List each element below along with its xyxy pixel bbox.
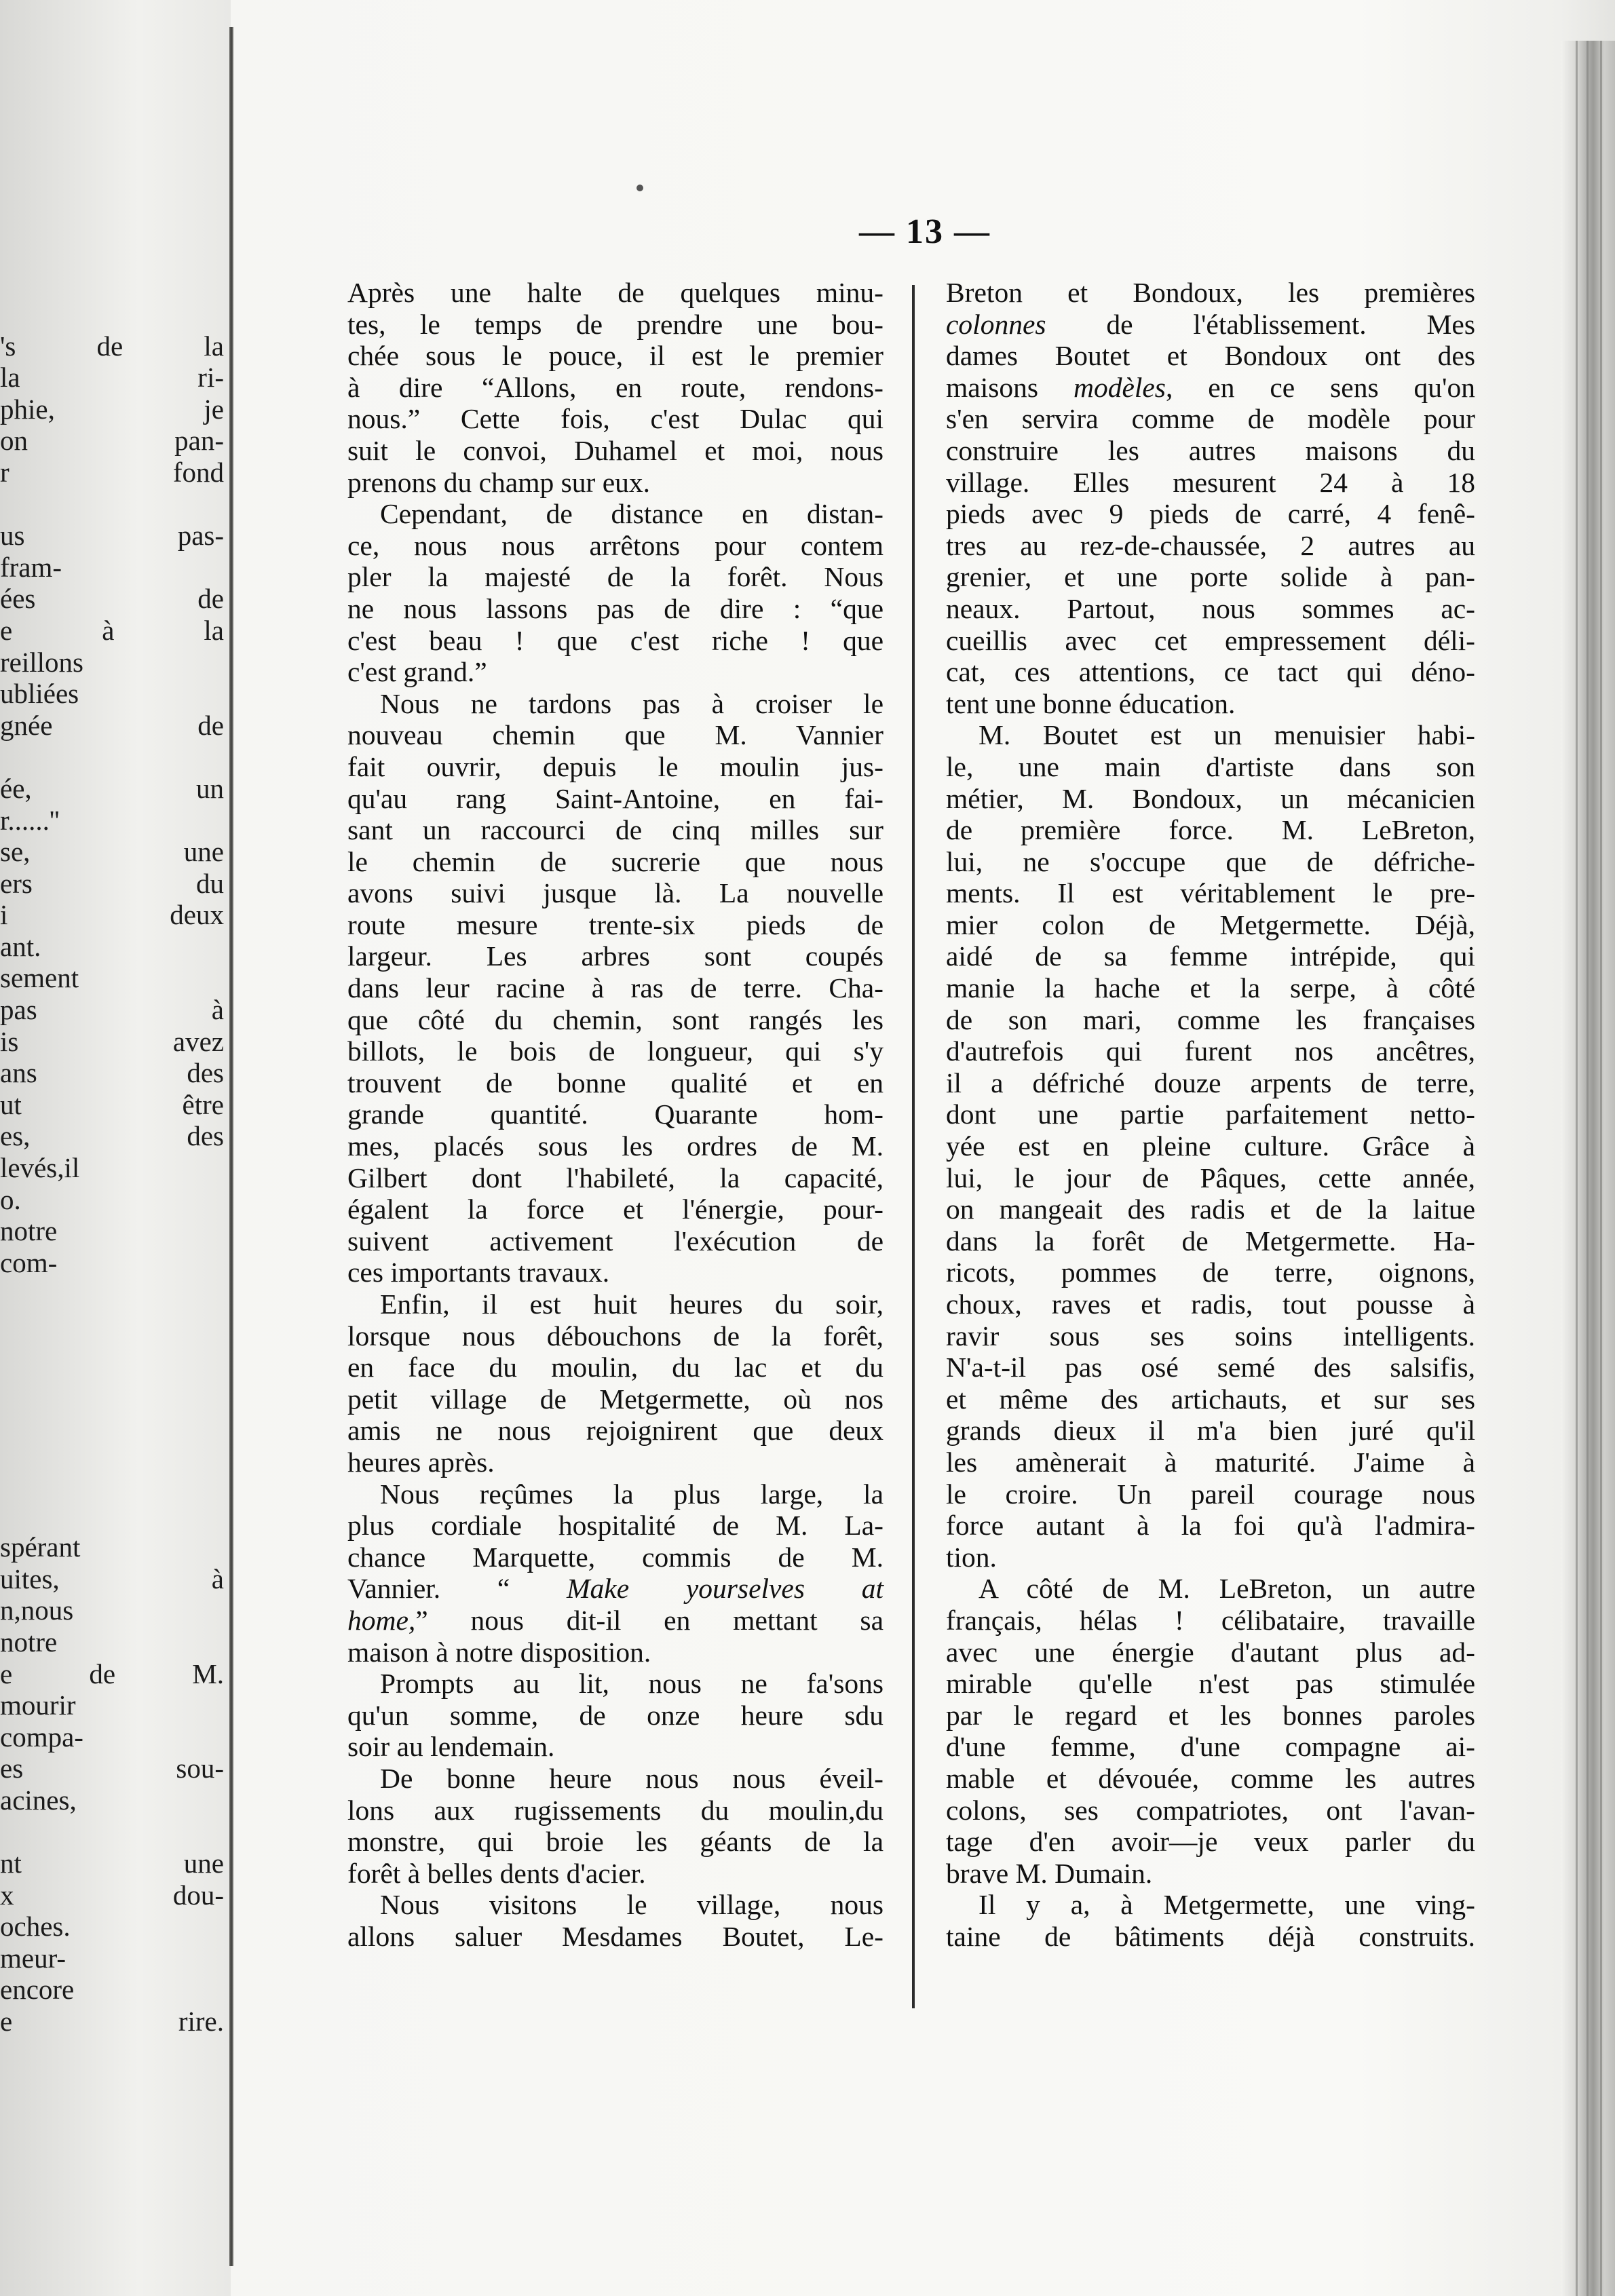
text-line: nous.” Cette fois, c'est Dulac qui [347,403,884,435]
text-line: de son mari, comme les françaises [946,1003,1475,1035]
text-line: on mangeait des radis et de la laitue [946,1193,1475,1225]
text-line: brave M. Dumain. [946,1857,1153,1889]
left-fragment-line: mourir [0,1689,76,1721]
text-line: français, hélas ! célibataire, travaille [946,1604,1475,1636]
left-fragment-line: spérant [0,1531,81,1563]
left-fragment-line [0,1405,224,1437]
text-line: choux, raves et radis, tout pousse à [946,1288,1475,1320]
left-fragment-line: e rire. [0,2006,224,2037]
left-fragment-line: ée, un [0,772,224,804]
text-column-right [946,277,1475,1952]
left-fragment-line [0,1310,224,1342]
left-fragment-line: es sou- [0,1753,224,1784]
text-line: manie la hache et la serpe, à côté [946,972,1475,1004]
left-fragment-line: oches. [0,1911,71,1943]
text-line: c'est grand.” [347,656,487,688]
text-line: le chemin de sucrerie que nous [347,845,884,877]
text-line: à dire “Allons, en route, rendons- [347,371,884,403]
text-line: village. Elles mesurent 24 à 18 [946,466,1475,498]
text-line: lorsque nous débouchons de la forêt, [347,1320,884,1352]
left-fragment-line: us pas- [0,520,224,552]
text-line: tres au rez-de-chaussée, 2 autres au [946,529,1475,561]
text-line: colons, ses compatriotes, ont l'avan- [946,1794,1475,1826]
left-fragment-line: o. [0,1183,21,1215]
left-fragment-line [0,1436,224,1468]
left-page-margin [0,0,231,2296]
left-fragment-line: es, des [0,1120,224,1152]
text-line: yée est en pleine culture. Grâce à [946,1130,1475,1162]
text-line: pieds avec 9 pieds de carré, 4 fenê- [946,498,1475,530]
text-line: Gilbert dont l'habileté, la capacité, [347,1162,884,1193]
text-column-left [347,277,884,1952]
left-fragment-line: ut être [0,1088,224,1120]
left-fragment-line: nt une [0,1848,224,1879]
left-fragment-line: reillons [0,646,83,678]
scan-speck [636,185,643,191]
left-fragment-line: on pan- [0,425,224,457]
text-line: force autant à la foi qu'à l'admira- [946,1510,1475,1542]
text-line: allons saluer Mesdames Boutet, Le- [347,1920,884,1952]
text-line: Nous visitons le village, nous [380,1889,884,1921]
text-line: dames Boutet et Bondoux ont des [946,340,1475,372]
left-fragment-line: levés,il [0,1152,80,1184]
text-line: ce, nous nous arrêtons pour contem [347,529,884,561]
left-fragment-line: se, une [0,836,224,868]
text-line: cat, ces attentions, ce tact qui déno- [946,656,1475,688]
text-line: construire les autres maisons du [946,434,1475,466]
left-fragment-line [0,1816,224,1848]
text-line: égalent la force et l'énergie, pour- [347,1193,884,1225]
left-fragment-line [0,299,224,330]
left-fragment-line: x dou- [0,1879,224,1911]
left-fragment-line [0,1500,224,1532]
left-fragment-line [0,1278,224,1310]
text-line: avons suivi jusque là. La nouvelle [347,877,884,909]
left-fragment-line: e de M. [0,1658,224,1689]
text-line: d'une femme, d'une compagne ai- [946,1731,1475,1763]
left-fragment-line: e à la [0,614,224,646]
text-line: M. Boutet est un menuisier habi- [978,719,1475,751]
text-line: ravir sous ses soins intelligents. [946,1320,1475,1352]
left-fragment-line: notre [0,1626,58,1658]
text-line: N'a-t-il pas osé semé des salsifis, [946,1352,1475,1383]
left-fragment-line: uites, à [0,1563,224,1594]
text-line: ments. Il est véritablement le pre- [946,877,1475,909]
text-line: fait ouvrir, depuis le moulin jus- [347,750,884,782]
text-line: maison à notre disposition. [347,1636,651,1668]
left-fragment-line [0,489,224,520]
left-fragment-line: n,nous [0,1594,74,1626]
text-line: chée sous le pouce, il est le premier [347,340,884,372]
text-line: amis ne nous rejoignirent que deux [347,1415,884,1447]
left-fragment-line: ant. [0,930,41,962]
left-fragment-line [0,741,224,773]
text-line: aidé de sa femme intrépide, qui [946,940,1475,972]
text-line: prenons du champ sur eux. [347,466,651,498]
left-fragment-line: la ri- [0,362,224,394]
text-line: lui, le jour de Pâques, cette année, [946,1162,1475,1193]
text-line: maisons modèles, en ce sens qu'on [946,371,1476,403]
text-line: colonnes de l'établissement. Mes [946,308,1475,340]
text-line: métier, M. Bondoux, un mécanicien [946,782,1475,814]
text-line: tent une bonne éducation. [946,687,1236,719]
left-fragment-line: pas à [0,994,224,1026]
text-line: heures après. [347,1446,495,1478]
text-line: tes, le temps de prendre une bou- [347,308,884,340]
left-fragment-line: phie, je [0,393,224,425]
left-fragment-line: acines, [0,1784,77,1816]
text-line: de première force. M. LeBreton, [946,814,1475,846]
text-line: par le regard et les bonnes paroles [946,1699,1475,1731]
text-line: forêt à belles dents d'acier. [347,1857,646,1889]
text-line: Vannier. “ Make yourselves at [347,1573,884,1605]
text-line: Breton et Bondoux, les premières [946,277,1475,308]
text-line: mable et dévouée, comme les autres [946,1762,1475,1794]
left-fragment-line: ans des [0,1057,224,1089]
text-line: taine de bâtiments déjà construits. [946,1920,1475,1952]
text-line: home,” nous dit-il en mettant sa [347,1604,884,1636]
text-line: plus cordiale hospitalité de M. La- [347,1510,884,1542]
text-line: cueillis avec cet empressement déli- [946,624,1475,656]
text-line: Prompts au lit, nous ne fa'sons [380,1668,884,1700]
text-line: le croire. Un pareil courage nous [946,1478,1475,1510]
left-fragment-line [0,1468,224,1500]
left-fragment-line: ers du [0,867,224,899]
text-line: le, une main d'artiste dans son [946,750,1475,782]
text-line: Enfin, il est huit heures du soir, [380,1288,884,1320]
text-line: grands dieux il m'a bien juré qu'il [946,1415,1475,1447]
text-line: Cependant, de distance en distan- [380,498,884,530]
left-fragment-line: encore [0,1974,75,2006]
text-line: route mesure trente-six pieds de [347,908,884,940]
left-fragment-line: fram- [0,551,62,583]
text-line: ne nous lassons pas de dire : “que [347,592,884,624]
left-fragment-line [0,1373,224,1405]
left-fragment-line: meur- [0,1942,66,1974]
text-line: ricots, pommes de terre, oignons, [946,1257,1475,1288]
text-line: mirable qu'elle n'est pas stimulée [946,1668,1475,1700]
text-line: monstre, qui broie les géants de la [347,1826,884,1858]
left-fragment-line: r fond [0,456,224,488]
text-line: s'en servira comme de modèle pour [946,403,1475,435]
book-edge [1561,41,1615,2296]
column-divider [912,285,915,2008]
left-fragment-line: ubliées [0,678,79,710]
text-line: tion. [946,1541,997,1573]
left-page-text-fragments [0,299,224,2037]
text-line: sant un raccourci de cinq milles sur [347,814,884,846]
text-line: dans leur racine à ras de terre. Cha- [347,972,884,1004]
text-line: nouveau chemin que M. Vannier [347,719,884,751]
left-fragment-line: sement [0,962,79,994]
left-fragment-line: 's de la [0,330,224,362]
text-line: il a défriché douze arpents de terre, [946,1067,1475,1098]
text-line: que côté du chemin, sont rangés les [347,1003,884,1035]
text-line: pler la majesté de la forêt. Nous [347,561,884,593]
page-gutter [229,27,233,2266]
text-line: lui, ne s'occupe que de défriche- [946,845,1475,877]
text-line: Après une halte de quelques minu- [347,277,884,308]
text-line: dans la forêt de Metgermette. Ha- [946,1225,1475,1257]
left-fragment-line: i deux [0,899,224,931]
left-fragment-line: com- [0,1246,58,1278]
text-line: billots, le bois de longueur, qui s'y [347,1035,884,1067]
text-line: mier colon de Metgermette. Déjà, [946,908,1475,940]
text-line: lons aux rugissements du moulin,du [347,1794,884,1826]
text-line: c'est beau ! que c'est riche ! que [347,624,884,656]
text-line: petit village de Metgermette, où nos [347,1383,884,1415]
text-line: grande quantité. Quarante hom- [347,1098,884,1130]
text-line: et même des artichauts, et sur ses [946,1383,1475,1415]
text-line: d'autrefois qui furent nos ancêtres, [946,1035,1475,1067]
text-line: chance Marquette, commis de M. [347,1541,884,1573]
text-line: neaux. Partout, nous sommes ac- [946,592,1475,624]
text-line: largeur. Les arbres sont coupés [347,940,884,972]
text-line: A côté de M. LeBreton, un autre [978,1573,1475,1605]
text-line: en face du moulin, du lac et du [347,1352,884,1383]
left-fragment-line: ées de [0,583,224,615]
page-number: — 13 — [859,212,991,251]
left-fragment-line: is avez [0,1025,224,1057]
text-line: dont une partie parfaitement netto- [946,1098,1475,1130]
text-line: Nous ne tardons pas à croiser le [380,687,884,719]
text-line: ces importants travaux. [347,1257,610,1288]
text-line: Il y a, à Metgermette, une ving- [978,1889,1475,1921]
text-line: trouvent de bonne qualité et en [347,1067,884,1098]
text-line: soir au lendemain. [347,1731,555,1763]
text-line: grenier, et une porte solide à pan- [946,561,1475,593]
text-line: qu'un somme, de onze heure sdu [347,1699,884,1731]
left-fragment-line: r......'' [0,804,60,836]
text-line: tage d'en avoir—je veux parler du [946,1826,1475,1858]
text-line: mes, placés sous les ordres de M. [347,1130,884,1162]
text-line: suit le convoi, Duhamel et moi, nous [347,434,884,466]
left-fragment-line: compa- [0,1721,83,1753]
left-fragment-line [0,1342,224,1374]
text-line: les amènerait à maturité. J'aime à [946,1446,1475,1478]
text-line: suivent activement l'exécution de [347,1225,884,1257]
left-fragment-line: notre [0,1215,58,1247]
text-line: De bonne heure nous nous éveil- [380,1762,884,1794]
text-line: qu'au rang Saint-Antoine, en fai- [347,782,884,814]
left-fragment-line: gnée de [0,709,224,741]
text-line: Nous reçûmes la plus large, la [380,1478,884,1510]
text-line: avec une énergie d'autant plus ad- [946,1636,1475,1668]
